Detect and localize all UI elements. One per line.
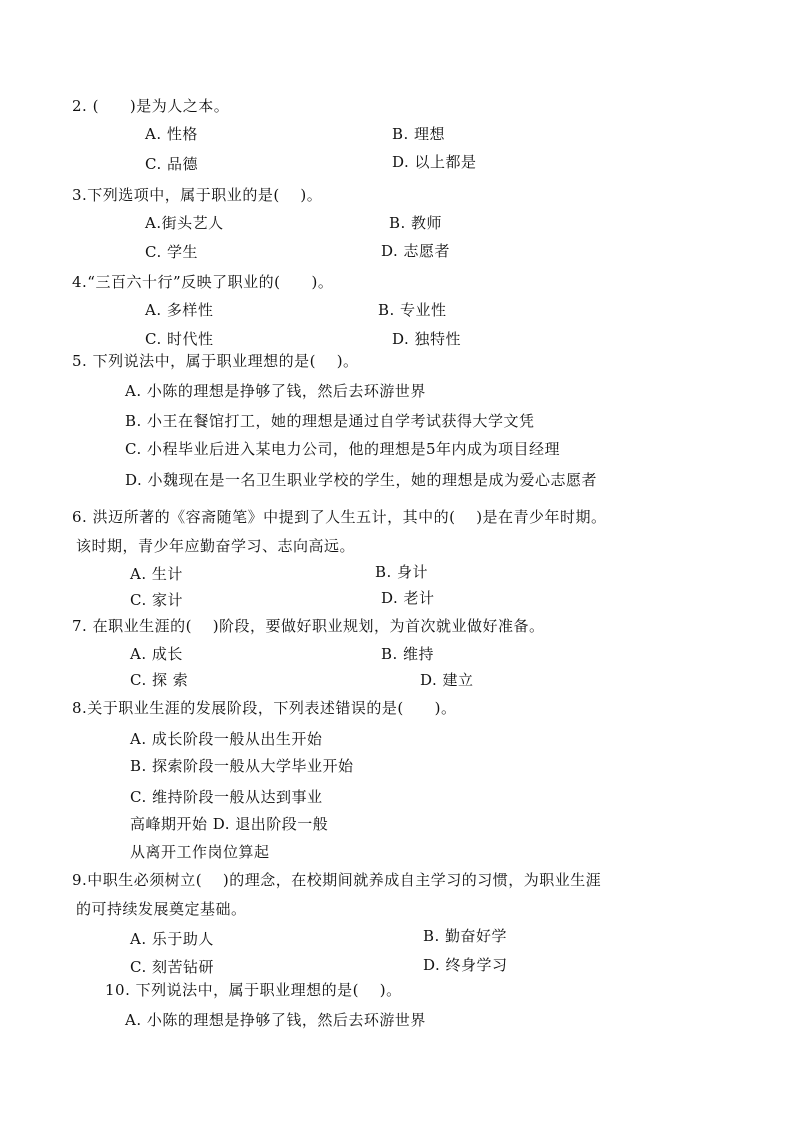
question-9-option-b: B. 勤奋好学 xyxy=(423,927,508,945)
question-4-option-a: A. 多样性 xyxy=(145,301,214,319)
question-8-option-a: A. 成长阶段一般从出生开始 xyxy=(130,730,323,748)
question-2-option-a: A. 性格 xyxy=(145,125,198,143)
question-10-option-a: A. 小陈的理想是挣够了钱，然后去环游世界 xyxy=(125,1011,426,1029)
question-4-option-c: C. 时代性 xyxy=(145,330,214,348)
question-8-option-d-continued: 从离开工作岗位算起 xyxy=(130,843,270,861)
question-9-option-a: A. 乐于助人 xyxy=(130,930,214,948)
question-3-stem: 3.下列选项中，属于职业的是( )。 xyxy=(72,186,323,204)
question-5-option-b: B. 小王在餐馆打工，她的理想是通过自学考试获得大学文凭 xyxy=(125,412,535,430)
question-3-option-a: A.街头艺人 xyxy=(145,214,224,232)
question-5-option-c: C. 小程毕业后进入某电力公司，他的理想是5年内成为项目经理 xyxy=(125,440,561,458)
question-4-option-b: B. 专业性 xyxy=(378,301,447,319)
question-6-option-a: A. 生计 xyxy=(130,565,183,583)
question-4-option-d: D. 独特性 xyxy=(392,330,462,348)
question-5-stem: 5. 下列说法中，属于职业理想的是( )。 xyxy=(72,352,359,370)
question-3-option-c: C. 学生 xyxy=(145,243,198,261)
question-3-option-b: B. 教师 xyxy=(389,214,443,232)
question-7-option-b: B. 维持 xyxy=(381,645,435,663)
question-10-stem: 10. 下列说法中，属于职业理想的是( )。 xyxy=(105,981,402,999)
question-6-stem: 6. 洪迈所著的《容斋随笔》中提到了人生五计，其中的( )是在青少年时期。 xyxy=(72,508,607,526)
question-8-option-c: C. 维持阶段一般从达到事业 xyxy=(130,788,323,806)
question-6-option-d: D. 老计 xyxy=(381,589,435,607)
question-9-stem-continued: 的可持续发展奠定基础。 xyxy=(76,900,247,918)
question-5-option-a: A. 小陈的理想是挣够了钱，然后去环游世界 xyxy=(125,382,426,400)
question-9-option-d: D. 终身学习 xyxy=(423,956,508,974)
question-4-stem: 4.“三百六十行”反映了职业的( )。 xyxy=(72,273,334,291)
question-8-option-b: B. 探索阶段一般从大学毕业开始 xyxy=(130,757,354,775)
question-7-option-a: A. 成长 xyxy=(130,645,183,663)
question-2-option-c: C. 品德 xyxy=(145,155,198,173)
question-5-option-d: D. 小魏现在是一名卫生职业学校的学生，她的理想是成为爱心志愿者 xyxy=(125,471,598,489)
question-2-stem: 2. ( )是为人之本。 xyxy=(72,97,230,115)
question-8-stem: 8.关于职业生涯的发展阶段，下列表述错误的是( )。 xyxy=(72,699,457,717)
question-7-option-c: C. 探 索 xyxy=(130,671,189,689)
question-7-option-d: D. 建立 xyxy=(420,671,474,689)
question-2-option-d: D. 以上都是 xyxy=(392,153,477,171)
question-3-option-d: D. 志愿者 xyxy=(381,242,451,260)
question-8-option-c-continued: 高峰期开始 D. 退出阶段一般 xyxy=(130,815,329,833)
question-6-option-b: B. 身计 xyxy=(375,563,429,581)
question-6-stem-continued: 该时期，青少年应勤奋学习、志向高远。 xyxy=(76,537,356,555)
question-2-option-b: B. 理想 xyxy=(392,125,446,143)
question-6-option-c: C. 家计 xyxy=(130,591,183,609)
question-9-option-c: C. 刻苦钻研 xyxy=(130,958,214,976)
question-7-stem: 7. 在职业生涯的( )阶段，要做好职业规划，为首次就业做好准备。 xyxy=(72,617,545,635)
question-9-stem: 9.中职生必须树立( )的理念，在校期间就养成自主学习的习惯，为职业生涯 xyxy=(72,871,602,889)
